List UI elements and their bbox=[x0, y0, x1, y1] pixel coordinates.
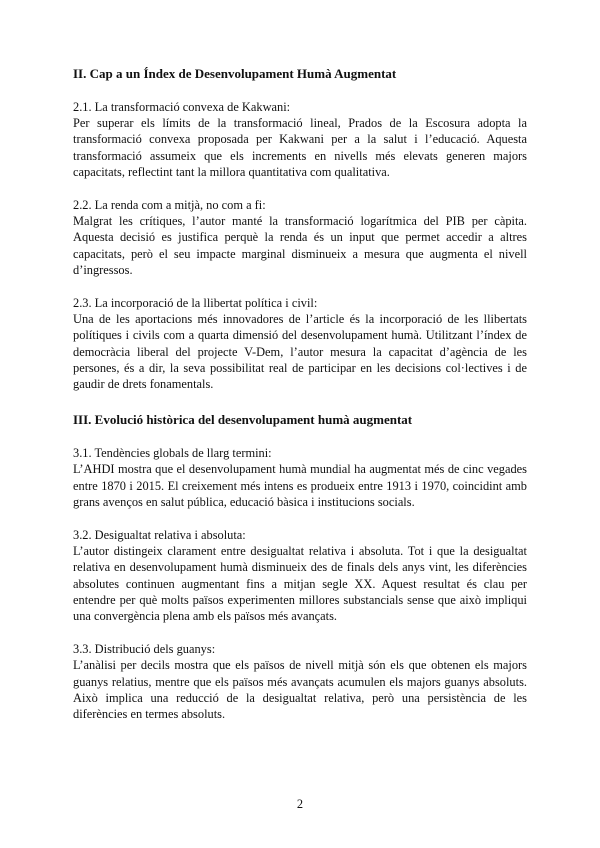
subsection-2-1 bbox=[73, 99, 527, 180]
subsection-title: 3.1. Tendències globals de llarg termini: bbox=[73, 446, 272, 461]
subsection-title: 3.2. Desigualtat relativa i absoluta: bbox=[73, 528, 246, 543]
subsection-title: 2.1. La transformació convexa de Kakwani: bbox=[73, 100, 291, 114]
subsection-title: 3.3. Distribució dels guanys: bbox=[73, 642, 216, 657]
paragraph: L’AHDI mostra que el desenvolupament humà mundial ha augmentat més de cinc vegades entre 1870 i 2015. El creixement més intens es produeix entre 1913 i 1970, coincidint amb grans avenços en salut pública, educació bàsica i institucions socials. bbox=[73, 462, 527, 509]
paragraph: Una de les aportacions més innovadores de l’article és la incorporació de les llibertats polítiques i civils com a quarta dimensió del desenvolupament humà. Utilitzant l’índex de democràcia liberal del projecte V-Dem, l’autor mesura la capacitat d’agència de les persones, és a dir, la seva possibilitat real de participar en les decisions col·lectives i de gaudir de drets fonamentals. bbox=[73, 312, 527, 392]
subsection-3-1 bbox=[73, 445, 527, 510]
paragraph: L’autor distingeix clarament entre desigualtat relativa i absoluta. Tot i que la desigualtat relativa en desenvolupament humà disminueix des de finals dels anys vint, les diferències absolutes continuen augmentant fins a mitjan segle XX. Aquest resultat és clau per entendre per què molts països experimenten millores substancials sense que això impliqui una convergència plena amb els països més avançats. bbox=[73, 544, 527, 624]
paragraph: L’anàlisi per decils mostra que els països de nivell mitjà són els que obtenen els majors guanys relatius, mentre que els països més avançats acumulen els majors guanys absoluts. Això implica una reducció de la desigualtat relativa, però una persistència de les diferències en termes absoluts. bbox=[73, 658, 527, 722]
subsection-title: 2.3. La incorporació de la llibertat política i civil: bbox=[73, 296, 318, 311]
subsection-2-3 bbox=[73, 295, 527, 392]
document-page bbox=[73, 62, 527, 722]
page-number: 2 bbox=[296, 797, 304, 811]
subsection-title: 2.2. La renda com a mitjà, no com a fi: bbox=[73, 198, 266, 213]
subsection-3-3 bbox=[73, 641, 527, 722]
subsection-3-2 bbox=[73, 527, 527, 624]
section-heading-ii: II. Cap a un Índex de Desenvolupament Humà Augmentat bbox=[73, 66, 397, 81]
paragraph: Per superar els límits de la transformació lineal, Prados de la Escosura adopta la transformació convexa proposada per Kakwani per a la salut i l’educació. Aquesta transformació assumeix que els increments en nivells més elevats generen majors capacitats, reflectint tant la millora quantitativa com qualitativa. bbox=[73, 116, 527, 179]
subsection-2-2 bbox=[73, 197, 527, 278]
section-heading-iii: III. Evolució històrica del desenvolupament humà augmentat bbox=[73, 412, 413, 428]
paragraph: Malgrat les crítiques, l’autor manté la transformació logarítmica del PIB per càpita. Aquesta decisió es justifica perquè la renda és un input que permet accedir a altres capacitats, però el seu impacte marginal disminueix a mesura que augmenta el nivell d’ingressos. bbox=[73, 214, 527, 277]
